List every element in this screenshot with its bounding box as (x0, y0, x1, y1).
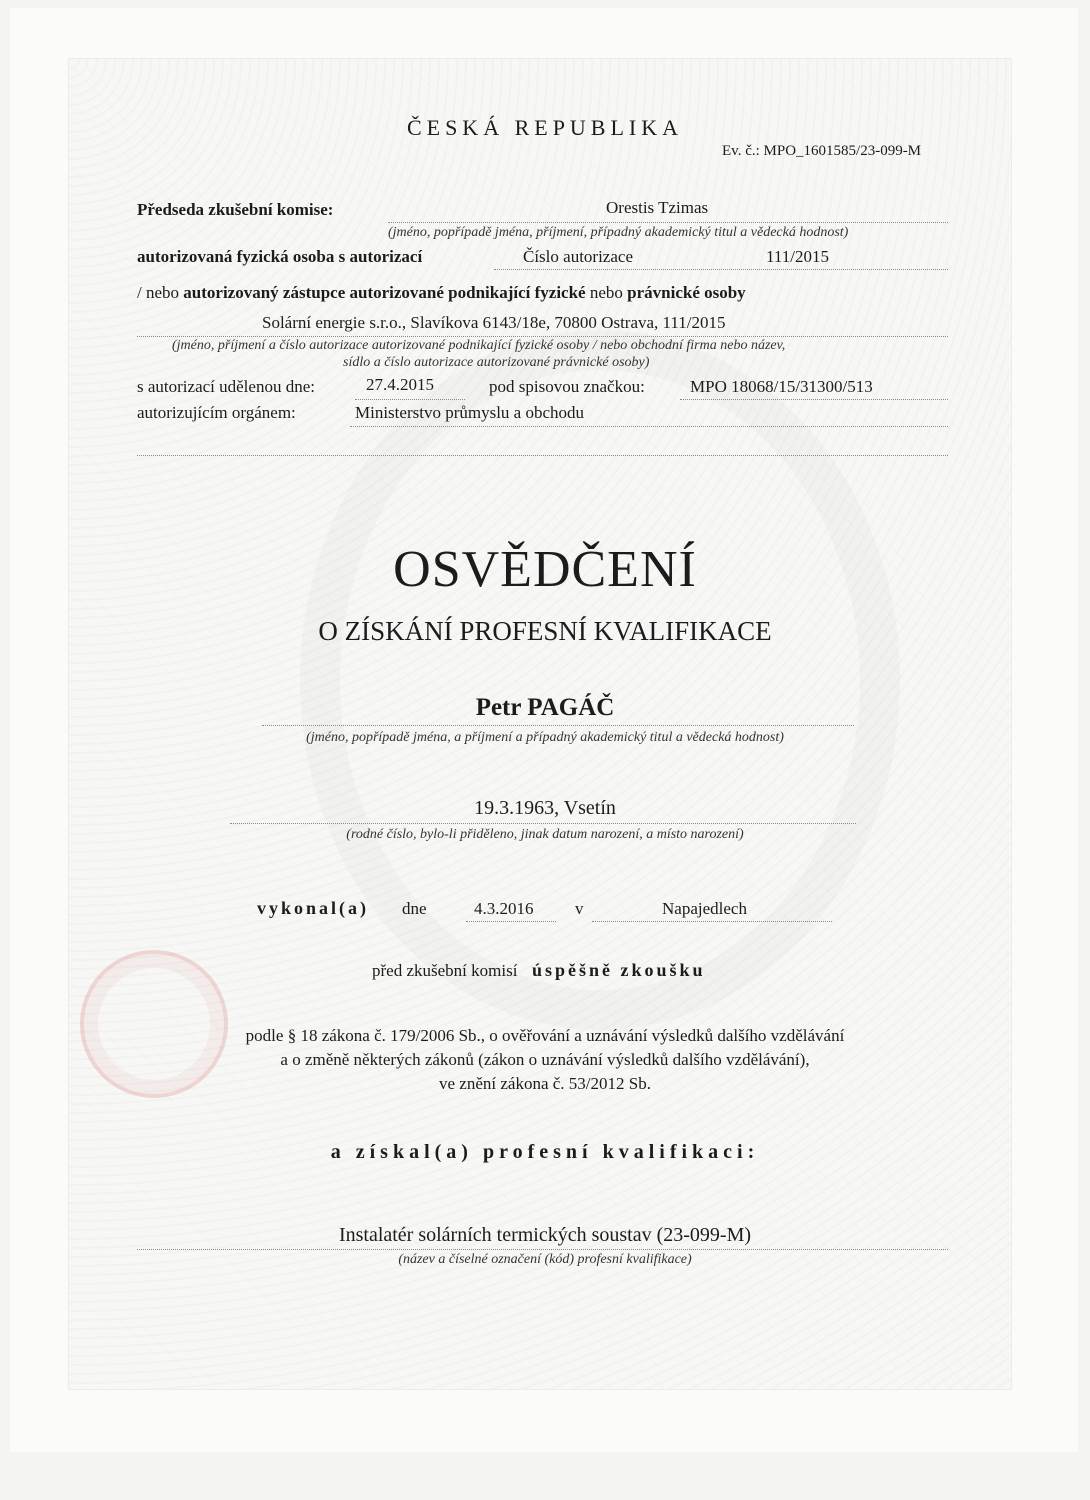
authority-dotline (350, 426, 948, 427)
auth-number-label: Číslo autorizace (523, 247, 633, 266)
company-hint-1: (jméno, příjmení a číslo autorizace autorizované podnikající fyzické osoby / nebo obchodní firma nebo název, (172, 338, 786, 353)
auth-dotline (494, 269, 948, 270)
obtained-text: a získal(a) profesní kvalifikaci: (330, 1141, 760, 1163)
qualification-hint: (název a číselné označení (kód) profesní kvalifikace) (398, 1252, 692, 1267)
or-prefix: / nebo (137, 283, 180, 302)
representative-line (137, 283, 746, 303)
birth-hint: (rodné číslo, bylo-li přiděleno, jinak datum narození, a místo narození) (346, 827, 744, 842)
authorized-person-label: autorizovaná fyzická osoba s autorizací (137, 247, 423, 266)
exam-date: 4.3.2016 (474, 899, 534, 918)
certificate-subtitle: O ZÍSKÁNÍ PROFESNÍ KVALIFIKACE (318, 616, 772, 646)
representative-label: autorizovaný zástupce autorizované podnikající fyzické (183, 283, 586, 302)
granted-date: 27.4.2015 (366, 375, 434, 394)
on-word: dne (402, 899, 427, 918)
company-line: Solární energie s.r.o., Slavíkova 6143/18e, 70800 Ostrava, 111/2015 (262, 313, 726, 332)
exam-date-dotline (466, 921, 556, 922)
country-header: ČESKÁ REPUBLIKA (406, 115, 684, 140)
law-line-3: ve znění zákona č. 53/2012 Sb. (439, 1074, 651, 1093)
before-text: před zkušební komisí (372, 961, 518, 980)
evidence-number (722, 143, 921, 160)
holder-dotline (262, 725, 854, 726)
legal-entity-label: právnické osoby (627, 283, 746, 302)
success-text: úspěšně zkoušku (532, 960, 706, 980)
or-word: nebo (589, 283, 623, 302)
chair-hint: (jméno, popřípadě jména, příjmení, případný akademický titul a vědecká hodnost) (388, 225, 849, 240)
holder-name: Petr PAGÁČ (475, 694, 615, 721)
file-number: MPO 18068/15/31300/513 (690, 377, 873, 396)
birth-dotline (230, 823, 856, 824)
holder-hint: (jméno, popřípadě jména, a příjmení a případný akademický titul a vědecká hodnost) (306, 730, 784, 745)
exam-place: Napajedlech (662, 899, 747, 918)
ev-value: MPO_1601585/23-099-M (763, 143, 922, 159)
law-line-1: podle § 18 zákona č. 179/2006 Sb., o ověřování a uznávání výsledků dalšího vzdělávání (245, 1026, 845, 1045)
file-label: pod spisovou značkou: (489, 377, 645, 396)
certificate-title: OSVĚDČENÍ (393, 541, 697, 598)
company-hint-2: sídlo a číslo autorizace autorizované právnické osoby) (343, 355, 650, 370)
chair-label: Předseda zkušební komise: (137, 200, 334, 219)
ev-label: Ev. č.: (722, 143, 760, 159)
performed-label: vykonal(a) (257, 898, 370, 918)
granted-label: s autorizací udělenou dne: (137, 377, 315, 396)
chair-dotline (388, 222, 948, 223)
authority-name: Ministerstvo průmyslu a obchodu (355, 403, 585, 422)
qualification-dotline (137, 1249, 948, 1250)
authority-label: autorizujícím orgánem: (137, 403, 296, 422)
chair-name: Orestis Tzimas (606, 198, 709, 217)
law-line-2: a o změně některých zákonů (zákon o uznávání výsledků dalšího vzdělávání), (280, 1050, 810, 1069)
qualification-name: Instalatér solárních termických soustav (23-099-M) (338, 1224, 752, 1246)
granted-dotline (355, 399, 465, 400)
watermark-emblem (300, 330, 900, 1030)
auth-number: 111/2015 (766, 247, 829, 266)
birth-info: 19.3.1963, Vsetín (474, 797, 616, 819)
file-dotline (680, 399, 948, 400)
company-dotline (137, 336, 948, 337)
in-word: v (575, 899, 584, 918)
separator-dotline (137, 455, 948, 456)
exam-place-dotline (592, 921, 832, 922)
